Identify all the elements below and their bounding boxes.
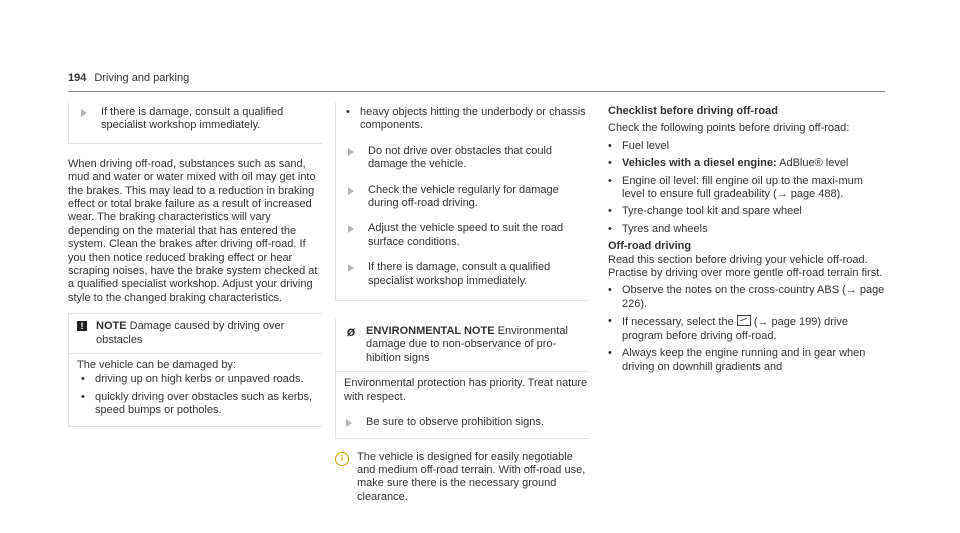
instruction-item: Check the vehicle regularly for damage during off-road driving. (346, 184, 589, 211)
environmental-note (335, 319, 589, 438)
header-rule (68, 91, 885, 92)
env-note-header (335, 319, 589, 371)
note-body (68, 353, 322, 427)
list-item: • Vehicles with a diesel engine: AdBlue® level (608, 157, 885, 170)
page-number: 194 (68, 72, 87, 84)
note-block (68, 313, 322, 426)
arrow-icon (348, 148, 354, 156)
note-continued (335, 103, 589, 301)
note-label: NOTE (96, 320, 127, 333)
instruction-item: Be sure to observe prohibition signs. (344, 416, 589, 429)
arrow-icon (348, 187, 354, 195)
instruction-box (68, 103, 322, 144)
instruction-item: Do not drive over obstacles that could damage the vehicle. (346, 145, 589, 172)
column-right (608, 103, 885, 374)
brake-paragraph: When driving off-road, substances such as sand, mud and water or water mixed with oil may get into the brakes. This may lead to a reduction in braking effect or total brake failure as a result of increased wear. The braking characteristics will vary depending on the material that has entered the system. Clean the brakes after driving off-road. If you then notice reduced braking effect or hear scraping noises, have the brake system checked at a qualified specialist workshop. Adjust your driving style to the changed braking characteristics. (68, 157, 318, 304)
checklist-heading: Checklist before driving off-road (608, 105, 778, 117)
page-header (68, 72, 189, 84)
env-note-body: Environmental protection has priority. Treat nature with respect. Be sure to observe prohibition signs. (335, 371, 589, 438)
arrow-icon (81, 109, 87, 117)
arrow-icon (348, 225, 354, 233)
instruction-item: If there is damage, consult a qualified specialist workshop immediately. (346, 261, 589, 288)
arrow-icon (346, 419, 352, 427)
env-note-label: ENVIRONMENTAL NOTE (366, 325, 495, 338)
checklist-intro: Check the following points before driving off-road: (608, 122, 850, 135)
note-header (68, 313, 322, 353)
env-note-title: Environmental damage due to non-observance of pro-hibition signs (366, 325, 568, 364)
section-title: Driving and parking (94, 72, 190, 84)
column-middle (335, 103, 589, 504)
arrow-icon (348, 264, 354, 272)
list-item: • Engine oil level: fill engine oil up to the maxi-mum level to ensure full gradeability (→ page 488). (608, 175, 885, 202)
instruction-item: If there is damage, consult a qualified specialist workshop immediately. (69, 106, 322, 133)
note-intro: The vehicle can be damaged by: (77, 359, 236, 372)
list-item: • If necessary, select the (→ page 199) drive program before driving off-road. (608, 315, 885, 343)
list-item: • quickly driving over obstacles such as kerbs, speed bumps or potholes. (77, 391, 322, 418)
offroad-heading: Off-road driving (608, 240, 692, 253)
info-note: i The vehicle is designed for easily negotiable and medium off-road terrain. With off-road use, make sure there is the necessary ground clearance. (335, 451, 589, 505)
list-item: • heavy objects hitting the underbody or chassis components. (346, 106, 589, 133)
list-item: • Tyres and wheels (608, 223, 885, 236)
environment-icon: ø (346, 323, 356, 340)
offroad-intro: Read this section before driving your vehicle off-road. Practise by driving over more gentle off-road terrain first. (608, 253, 883, 280)
instruction-item: Adjust the vehicle speed to suit the road surface conditions. (346, 222, 589, 249)
list-item: • Always keep the engine running and in gear when driving on downhill gradients and (608, 347, 885, 374)
list-item: • Fuel level (608, 140, 885, 153)
list-item: • Tyre-change tool kit and spare wheel (608, 205, 885, 218)
offroad-program-icon (737, 315, 751, 326)
list-item: • driving up on high kerbs or unpaved roads. (77, 373, 322, 386)
info-icon: i (335, 452, 349, 466)
warning-icon: ! (77, 321, 87, 331)
list-item: • Observe the notes on the cross-country ABS (→ page 226). (608, 284, 885, 311)
note-title: Damage caused by driving over obstacles (96, 320, 285, 346)
column-left (68, 103, 322, 427)
